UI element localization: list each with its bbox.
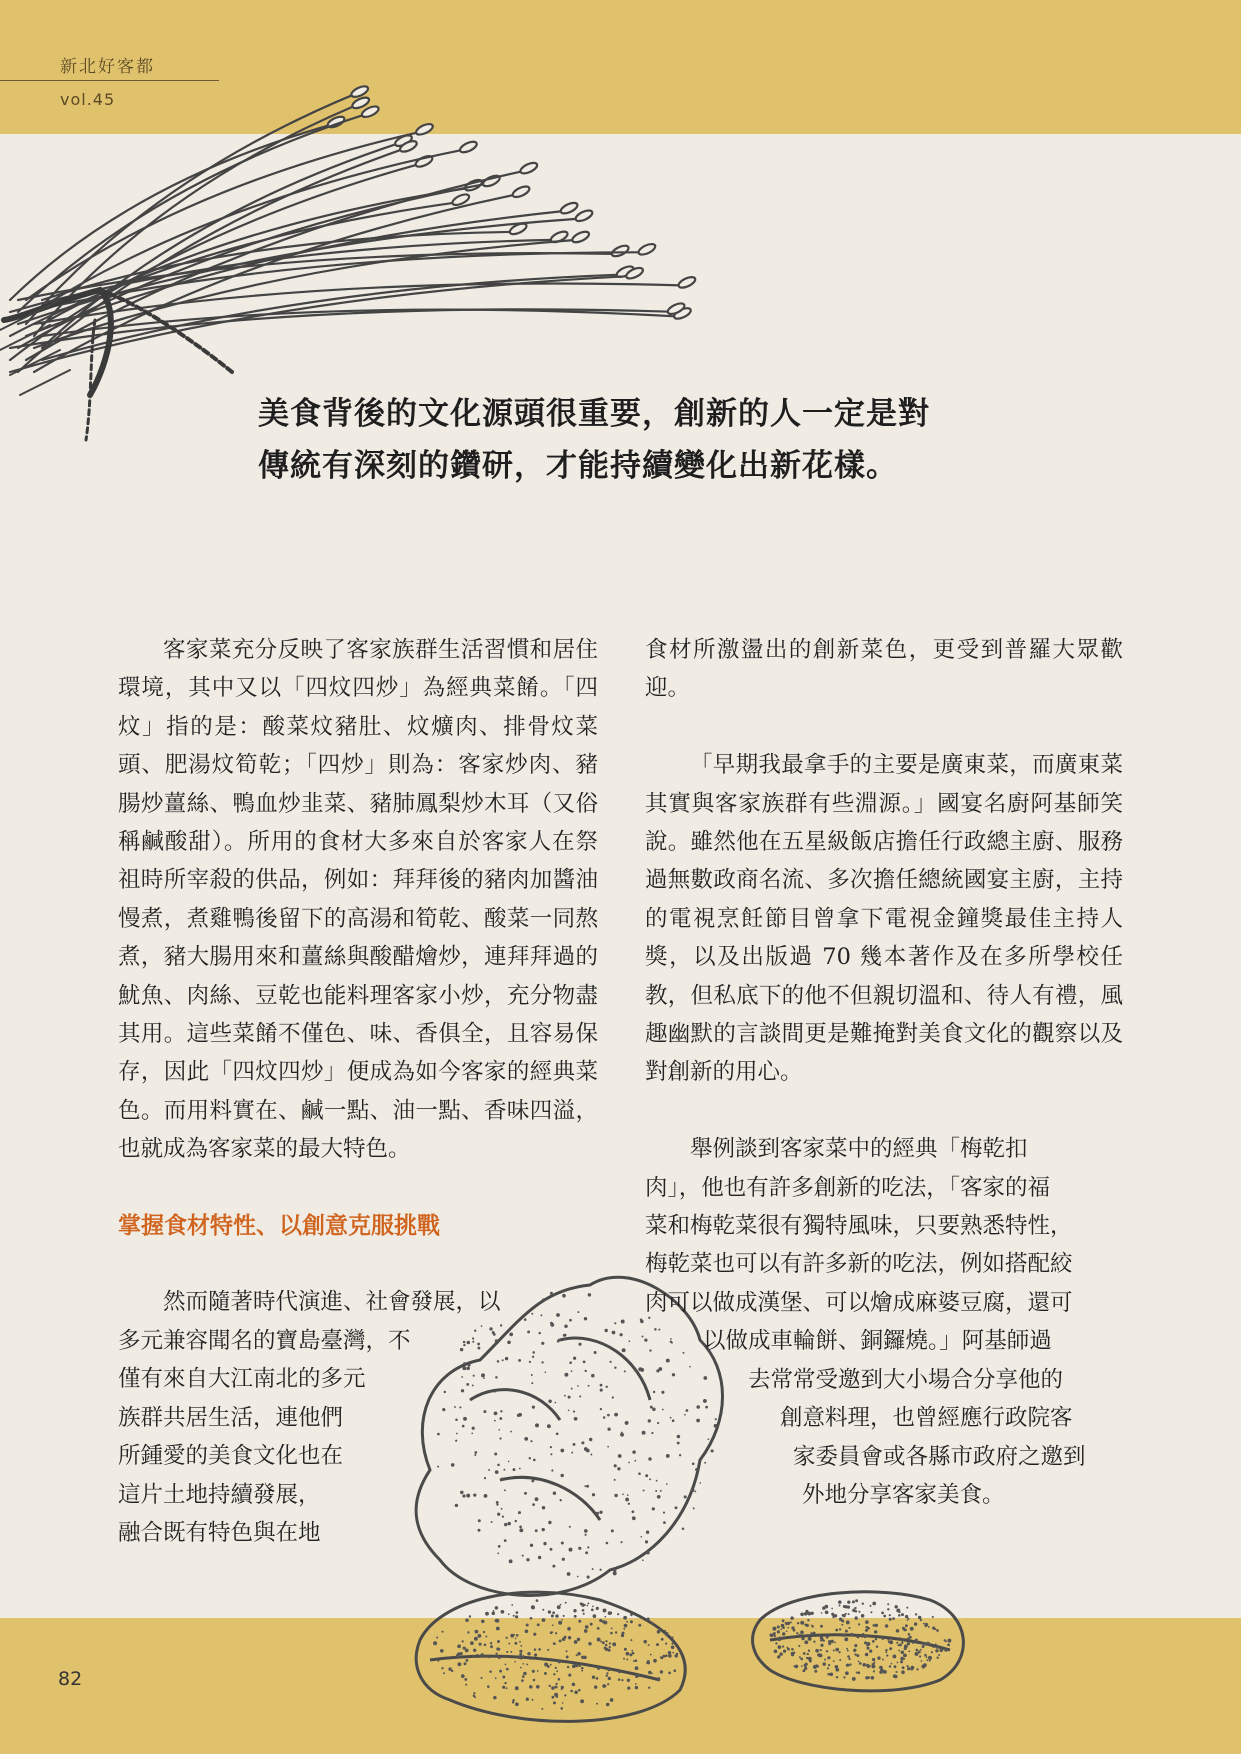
text-line: 肉可以做成漢堡、可以燴成麻婆豆腐，還可 xyxy=(645,1289,1073,1316)
text-line: 舉例談到客家菜中的經典「梅乾扣 xyxy=(690,1136,1028,1163)
right-column xyxy=(645,631,1123,1514)
text-line: 然而隨著時代演進、社會發展，以 xyxy=(163,1289,501,1316)
text-line: 融合既有特色與在地 xyxy=(118,1519,321,1546)
text-line: 所鍾愛的美食文化也在 xyxy=(118,1443,344,1470)
magazine-name: 新北好客都 xyxy=(60,57,155,77)
text-line: 家委員會或各縣市政府之邀到 xyxy=(793,1443,1086,1470)
page-number: 82 xyxy=(58,1668,83,1690)
text-line: 族群共居生活，連他們 xyxy=(118,1404,344,1431)
section-heading: 掌握食材特性、以創意克服挑戰 xyxy=(118,1213,440,1240)
text-line: 創意料理，也曾經應行政院客 xyxy=(780,1405,1073,1432)
paragraph-taiwan-culture xyxy=(118,1283,598,1552)
paragraph-sifen-sichao: 客家菜充分反映了客家族群生活習慣和居住環境，其中又以「四炆四炒」為經典菜餚。「四炆」指的是：酸菜炆豬肚、炆爌肉、排骨炆菜頭、肥湯炆筍乾；「四炒」則為：客家炒肉、豬腸炒薑絲、鴨血炒韭菜、豬肺鳳梨炒木耳（又俗稱鹹酸甜）。所用的食材大多來自於客家人在祭祖時所宰殺的供品，例如：拜拜後的豬肉加醬油慢煮，煮雞鴨後留下的高湯和筍乾、酸菜一同熬煮，豬大腸用來和薑絲與酸醋燴炒，連拜拜過的魷魚、肉絲、豆乾也能料理客家小炒，充分物盡其用。這些菜餚不僅色、味、香俱全，且容易保存，因此「四炆四炒」便成為如今客家的經典菜色。而用料實在、鹹一點、油一點、香味四溢，也就成為客家菜的最大特色。 xyxy=(118,637,598,1163)
pull-quote-line-1: 美食背後的文化源頭很重要，創新的人一定是對 xyxy=(258,396,930,432)
text-line: 菜和梅乾菜很有獨特風味，只要熟悉特性， xyxy=(645,1213,1073,1240)
paragraph-continuation: 食材所激盪出的創新菜色，更受到普羅大眾歡迎。 xyxy=(645,637,1123,702)
text-line: 這片土地持續發展， xyxy=(118,1481,321,1508)
text-line: 外地分享客家美食。 xyxy=(802,1481,1005,1508)
text-line: 去常常受邀到大小場合分享他的 xyxy=(748,1366,1064,1393)
wheat-bundle-illustration xyxy=(0,84,697,440)
text-line: 僅有來自大江南北的多元 xyxy=(118,1366,366,1393)
pull-quote xyxy=(258,388,1058,492)
pull-quote-line-2: 傳統有深刻的鑽研，才能持續變化出新花樣。 xyxy=(258,448,898,484)
text-line: 以做成車輪餅、銅鑼燒。」阿基師過 xyxy=(703,1328,1052,1355)
paragraph-chef-intro: 「早期我最拿手的主要是廣東菜，而廣東菜其實與客家族群有些淵源。」國宴名廚阿基師笑說。雖然他在五星級飯店擔任行政總主廚、服務過無數政商名流、多次擔任總統國宴主廚，主持的電視烹飪節目曾拿下電視金鐘獎最佳主持人獎，以及出版過 70 幾本著作及在多所學校任教，但私底下的他不但親切溫和、待人有禮，風趣幽默的言談間更是難掩對美食文化的觀察以及對創新的用心。 xyxy=(645,752,1123,1086)
volume-label: vol.45 xyxy=(60,90,116,109)
left-column xyxy=(118,631,598,1552)
paragraph-meigan-kourou xyxy=(645,1130,1123,1514)
text-line: 梅乾菜也可以有許多新的吃法，例如搭配絞 xyxy=(645,1251,1073,1278)
text-line: 肉」，他也有許多創新的吃法，「客家的福 xyxy=(645,1174,1051,1201)
text-line: 多元兼容聞名的寶島臺灣，不 xyxy=(118,1327,411,1354)
